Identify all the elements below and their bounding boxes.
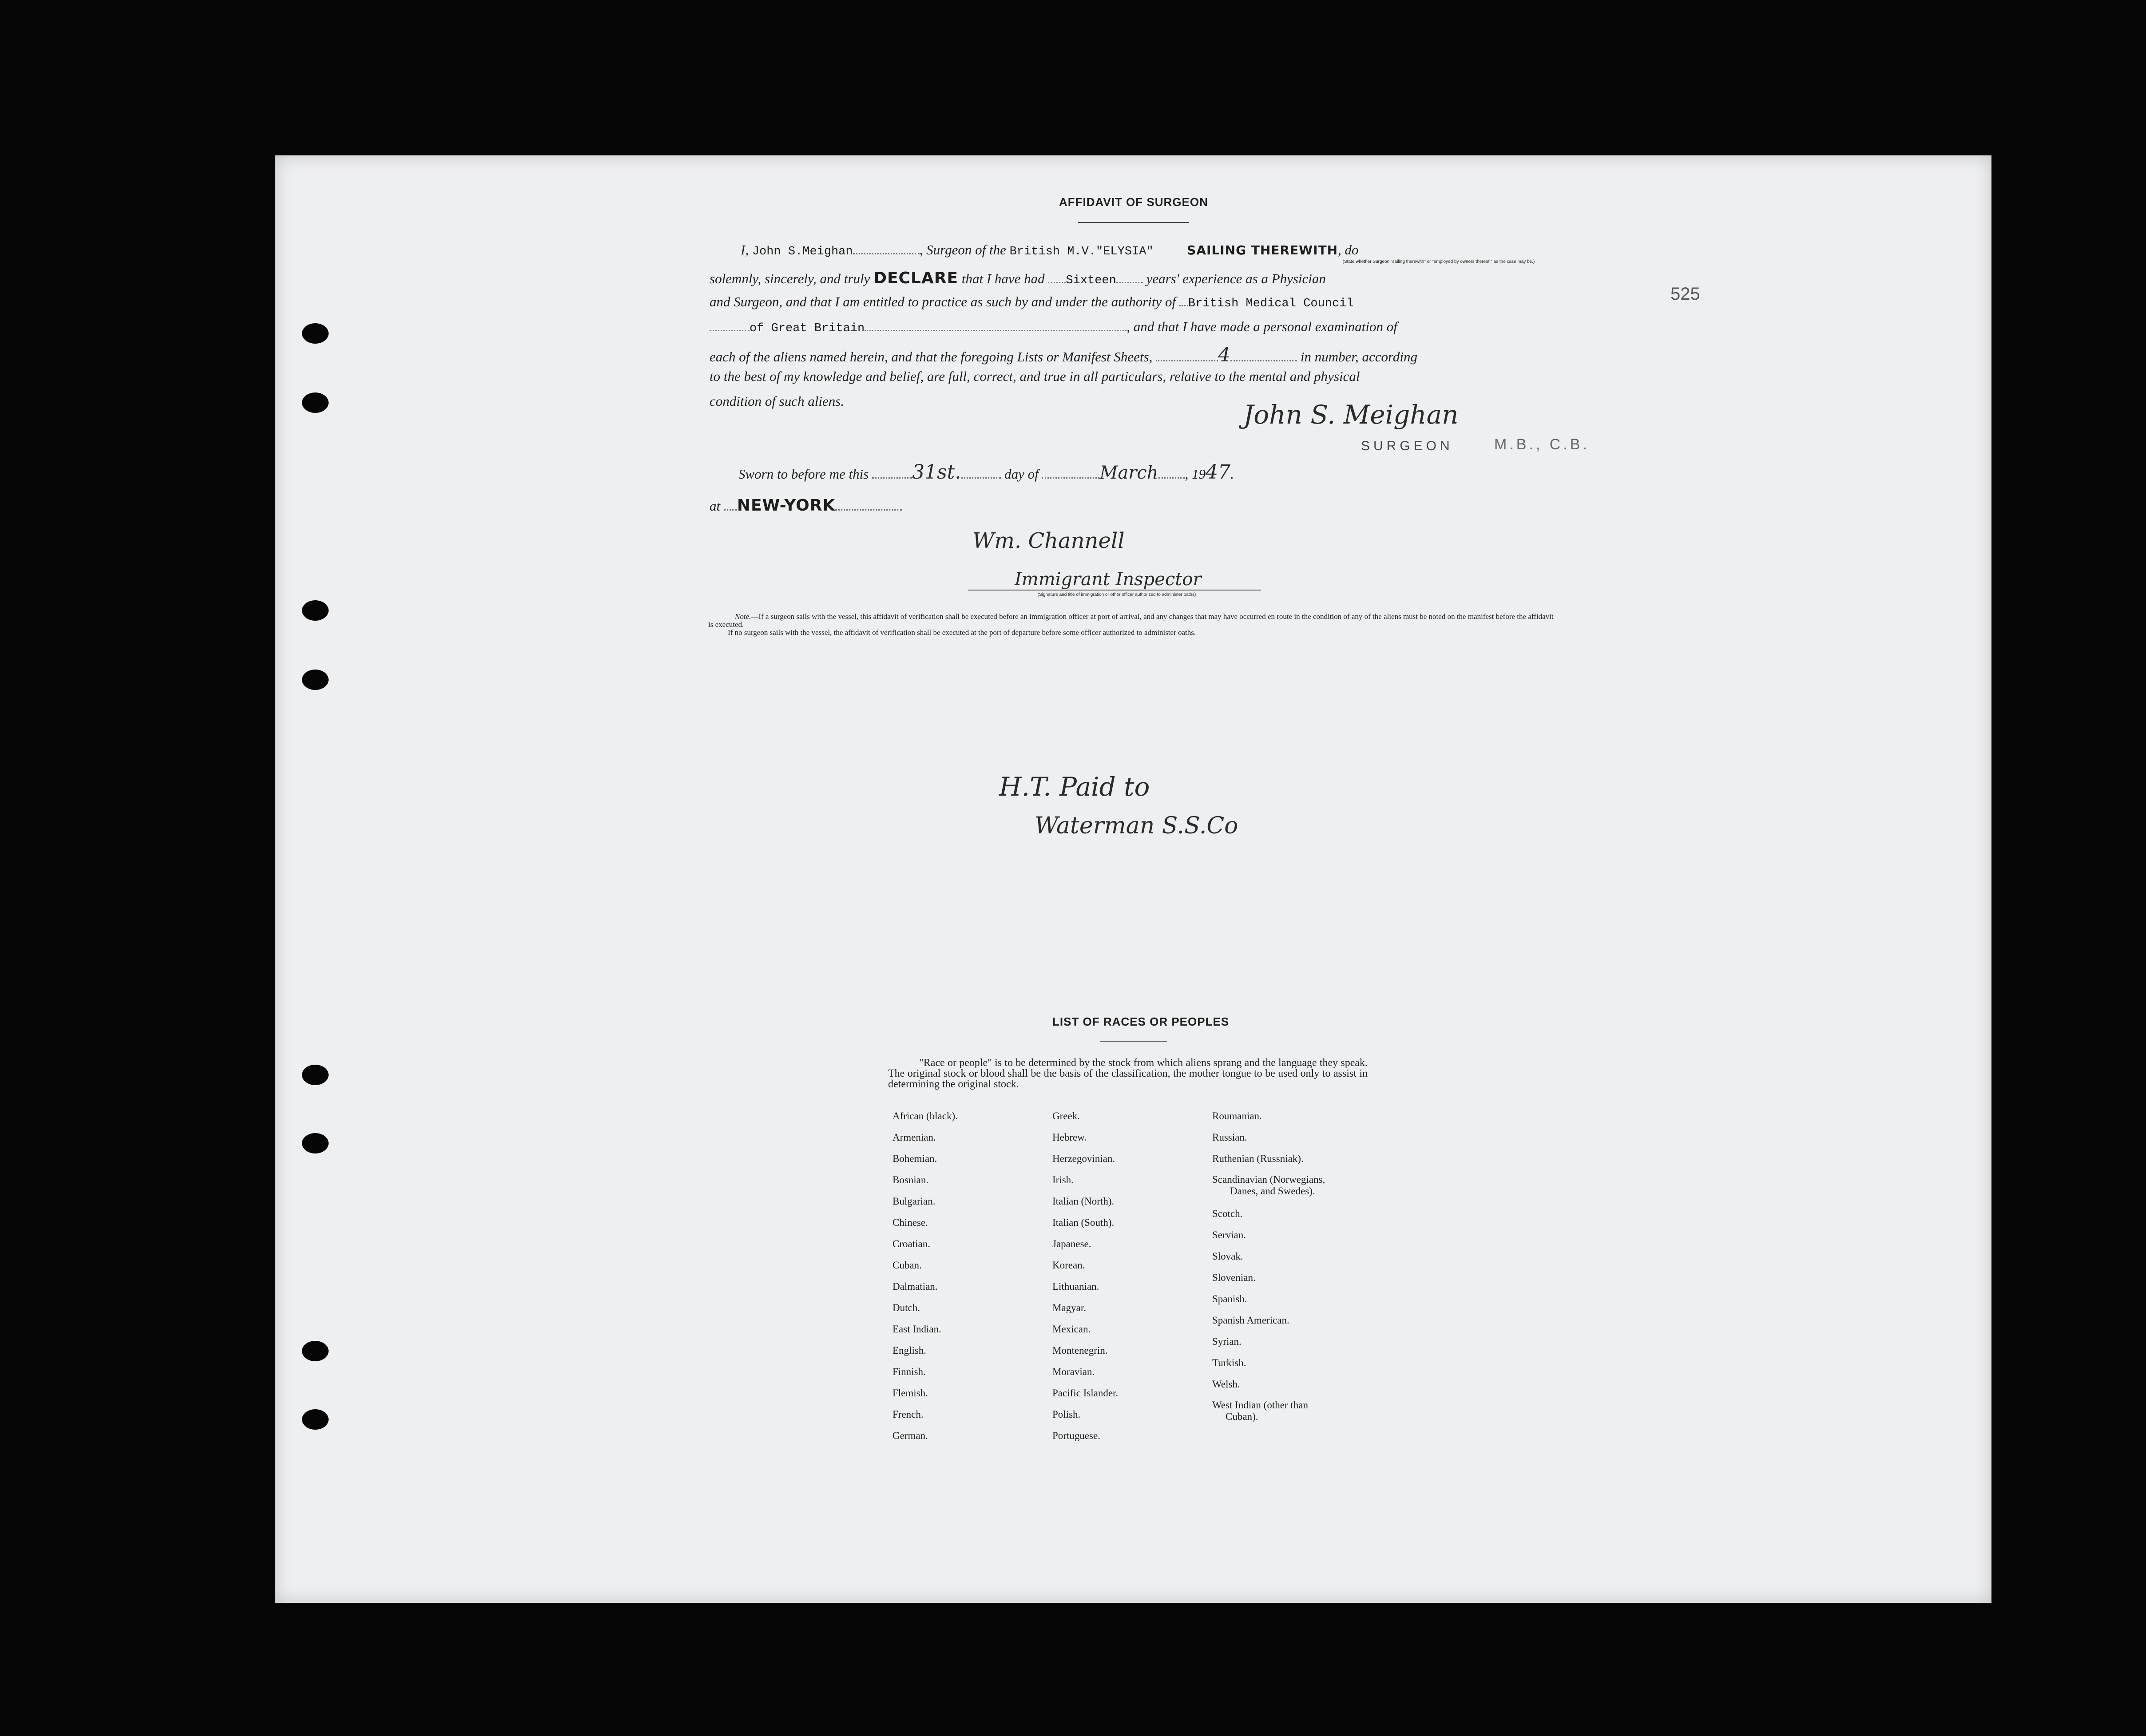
race-item: Bohemian. xyxy=(893,1153,937,1164)
note-text-2: If no surgeon sails with the vessel, the affidavit of verification shall be executed at the port of departure before some officer authorized to administer oaths. xyxy=(728,628,1196,637)
races-intro: "Race or people" is to be determined by the stock from which aliens sprang and the language they speak. The original stock or blood shall be the basis of the classification, the mother tongue to be used only to assist in determining the original stock. xyxy=(888,1057,1368,1090)
signature-rule xyxy=(968,590,1261,591)
text: 19 xyxy=(1192,466,1206,482)
sworn-month: March xyxy=(1099,463,1158,483)
race-item: Hebrew. xyxy=(1052,1132,1087,1143)
years-experience: Sixteen xyxy=(1066,274,1116,287)
binder-hole xyxy=(302,600,329,621)
races-column-3 xyxy=(1212,1106,1390,1423)
race-item: Italian (South). xyxy=(1052,1217,1115,1228)
race-item: Lithuanian. xyxy=(1052,1281,1099,1292)
race-item: French. xyxy=(893,1409,924,1420)
text: years' experience as a Physician xyxy=(1146,271,1326,286)
sailing-stamp: SAILING THEREWITH xyxy=(1187,243,1338,258)
race-item: Chinese. xyxy=(893,1217,928,1228)
race-item: Moravian. xyxy=(1052,1366,1095,1377)
race-item: Portuguese. xyxy=(1052,1430,1100,1441)
binder-hole xyxy=(302,392,329,413)
sworn-line: Sworn to before me this 31st. day of March , 1947. xyxy=(738,461,1234,484)
at-line xyxy=(710,496,902,515)
race-item: African (black). xyxy=(893,1110,958,1122)
affidavit-line-1 xyxy=(741,242,1359,258)
race-item: Spanish American. xyxy=(1212,1315,1289,1326)
binder-hole xyxy=(302,1133,329,1153)
race-item: Scandinavian (Norwegians, xyxy=(1212,1174,1325,1185)
race-item: Pacific Islander. xyxy=(1052,1387,1119,1399)
sworn-day: 31st. xyxy=(912,461,961,484)
race-item: Korean. xyxy=(1052,1260,1085,1271)
race-item: East Indian. xyxy=(893,1324,941,1335)
text: that I have had xyxy=(961,271,1045,286)
text: solemnly, sincerely, and truly xyxy=(710,271,870,286)
race-item: Montenegrin. xyxy=(1052,1345,1108,1356)
race-item: Bulgarian. xyxy=(893,1196,936,1207)
surgeon-name: John S.Meighan xyxy=(752,245,853,258)
race-item: English. xyxy=(893,1345,927,1356)
text: day of xyxy=(1004,466,1039,482)
binder-hole xyxy=(302,1065,329,1085)
race-item: German. xyxy=(893,1430,928,1441)
affidavit-line-6: to the best of my knowledge and belief, are full, correct, and true in all particulars, relative to the mental and physical xyxy=(710,369,1360,384)
race-item: Dutch. xyxy=(893,1302,920,1313)
text: , and that I have made a personal examination of xyxy=(1127,319,1397,334)
text: each of the aliens named herein, and that the foregoing Lists or Manifest Sheets, xyxy=(710,349,1153,365)
race-item: Russian. xyxy=(1212,1132,1247,1143)
race-item: Armenian. xyxy=(893,1132,936,1143)
text: Sworn to before me this xyxy=(738,466,869,482)
binder-hole xyxy=(302,1409,329,1430)
binder-hole xyxy=(302,670,329,690)
surgeon-qualification: M.B., C.B. xyxy=(1494,436,1590,453)
race-item: Flemish. xyxy=(893,1387,928,1399)
race-item: Ruthenian (Russniak). xyxy=(1212,1153,1304,1164)
declare-stamp: DECLARE xyxy=(873,269,959,287)
sheets-count: 4 xyxy=(1218,344,1231,366)
affidavit-note xyxy=(708,613,1559,637)
text-i: I, xyxy=(741,242,749,258)
ship-name: British M.V."ELYSIA" xyxy=(1009,245,1154,258)
text: at xyxy=(710,498,721,514)
race-item: Magyar. xyxy=(1052,1302,1087,1313)
races-title-rule xyxy=(1100,1041,1167,1042)
inspector-signature: Wm. Channell xyxy=(972,528,1125,553)
affidavit-line-5 xyxy=(710,344,1417,366)
race-item: Japanese. xyxy=(1052,1238,1091,1249)
sailing-note: (State whether Surgeon "sailing therewith" or "employed by owners thereof," as the case may be.) xyxy=(1342,259,1535,264)
inspector-caption: (Signature and title of immigration or other officer authorized to administer oaths) xyxy=(1037,592,1196,597)
race-item: Spanish. xyxy=(1212,1293,1247,1304)
race-item: Syrian. xyxy=(1212,1336,1242,1347)
text-surgeon-of-the: , Surgeon of the xyxy=(919,242,1006,258)
race-item: Finnish. xyxy=(893,1366,926,1377)
race-item: Bosnian. xyxy=(893,1174,929,1185)
race-item: Danes, and Swedes). xyxy=(1230,1185,1315,1197)
handwritten-note-1: H.T. Paid to xyxy=(999,772,1150,802)
place-stamp: NEW-YORK xyxy=(737,496,836,515)
race-item: Turkish. xyxy=(1212,1357,1246,1368)
race-item: Croatian. xyxy=(893,1238,930,1249)
note-label: Note. xyxy=(735,612,751,621)
sworn-year: 47 xyxy=(1206,461,1231,484)
race-item: Mexican. xyxy=(1052,1324,1091,1335)
authority-continued: of Great Britain xyxy=(750,322,865,335)
affidavit-line-2 xyxy=(710,269,1326,287)
race-item: Herzegovinian. xyxy=(1052,1153,1115,1164)
race-item: Slovak. xyxy=(1212,1251,1243,1262)
text: . xyxy=(1230,466,1234,482)
title-rule xyxy=(1078,222,1189,223)
race-item: Servian. xyxy=(1212,1229,1246,1241)
surgeon-label: SURGEON xyxy=(1361,439,1453,453)
affidavit-line-7: condition of such aliens. xyxy=(710,393,845,409)
authority: British Medical Council xyxy=(1188,297,1354,310)
races-column-1 xyxy=(893,1106,1061,1447)
race-item: Polish. xyxy=(1052,1409,1081,1420)
affidavit-line-3 xyxy=(710,294,1354,310)
race-item: Roumanian. xyxy=(1212,1110,1262,1122)
text: in number, according xyxy=(1300,349,1418,365)
text-do: , do xyxy=(1338,242,1359,258)
races-title: LIST OF RACES OR PEOPLES xyxy=(1052,1015,1230,1028)
inspector-title: Immigrant Inspector xyxy=(1015,569,1202,590)
race-item: Irish. xyxy=(1052,1174,1074,1185)
race-item: Italian (North). xyxy=(1052,1196,1115,1207)
race-item: Slovenian. xyxy=(1212,1272,1256,1283)
race-item: Greek. xyxy=(1052,1110,1080,1122)
race-item: Dalmatian. xyxy=(893,1281,938,1292)
race-item: Welsh. xyxy=(1212,1379,1240,1390)
surgeon-signature: John S. Meighan xyxy=(1243,400,1459,430)
page-number: 525 xyxy=(1670,284,1700,304)
binder-hole xyxy=(302,323,329,344)
race-item: Cuban. xyxy=(893,1260,922,1271)
binder-hole xyxy=(302,1341,329,1361)
affidavit-title: AFFIDAVIT OF SURGEON xyxy=(1059,195,1208,209)
note-text-1: —If a surgeon sails with the vessel, this affidavit of verification shall be executed before an immigration officer at port of arrival, and any changes that may have occurred en route in the condition of any of the aliens must be noted on the manifest before the affidavit is executed. xyxy=(708,612,1554,629)
text: and Surgeon, and that I am entitled to practice as such by and under the authority of xyxy=(710,294,1176,309)
race-item: Scotch. xyxy=(1212,1208,1243,1219)
handwritten-note-2: Waterman S.S.Co xyxy=(1035,813,1238,839)
race-item: West Indian (other than xyxy=(1212,1399,1308,1411)
affidavit-line-4 xyxy=(710,319,1397,335)
races-column-2 xyxy=(1052,1106,1221,1447)
race-item: Cuban). xyxy=(1226,1411,1258,1422)
